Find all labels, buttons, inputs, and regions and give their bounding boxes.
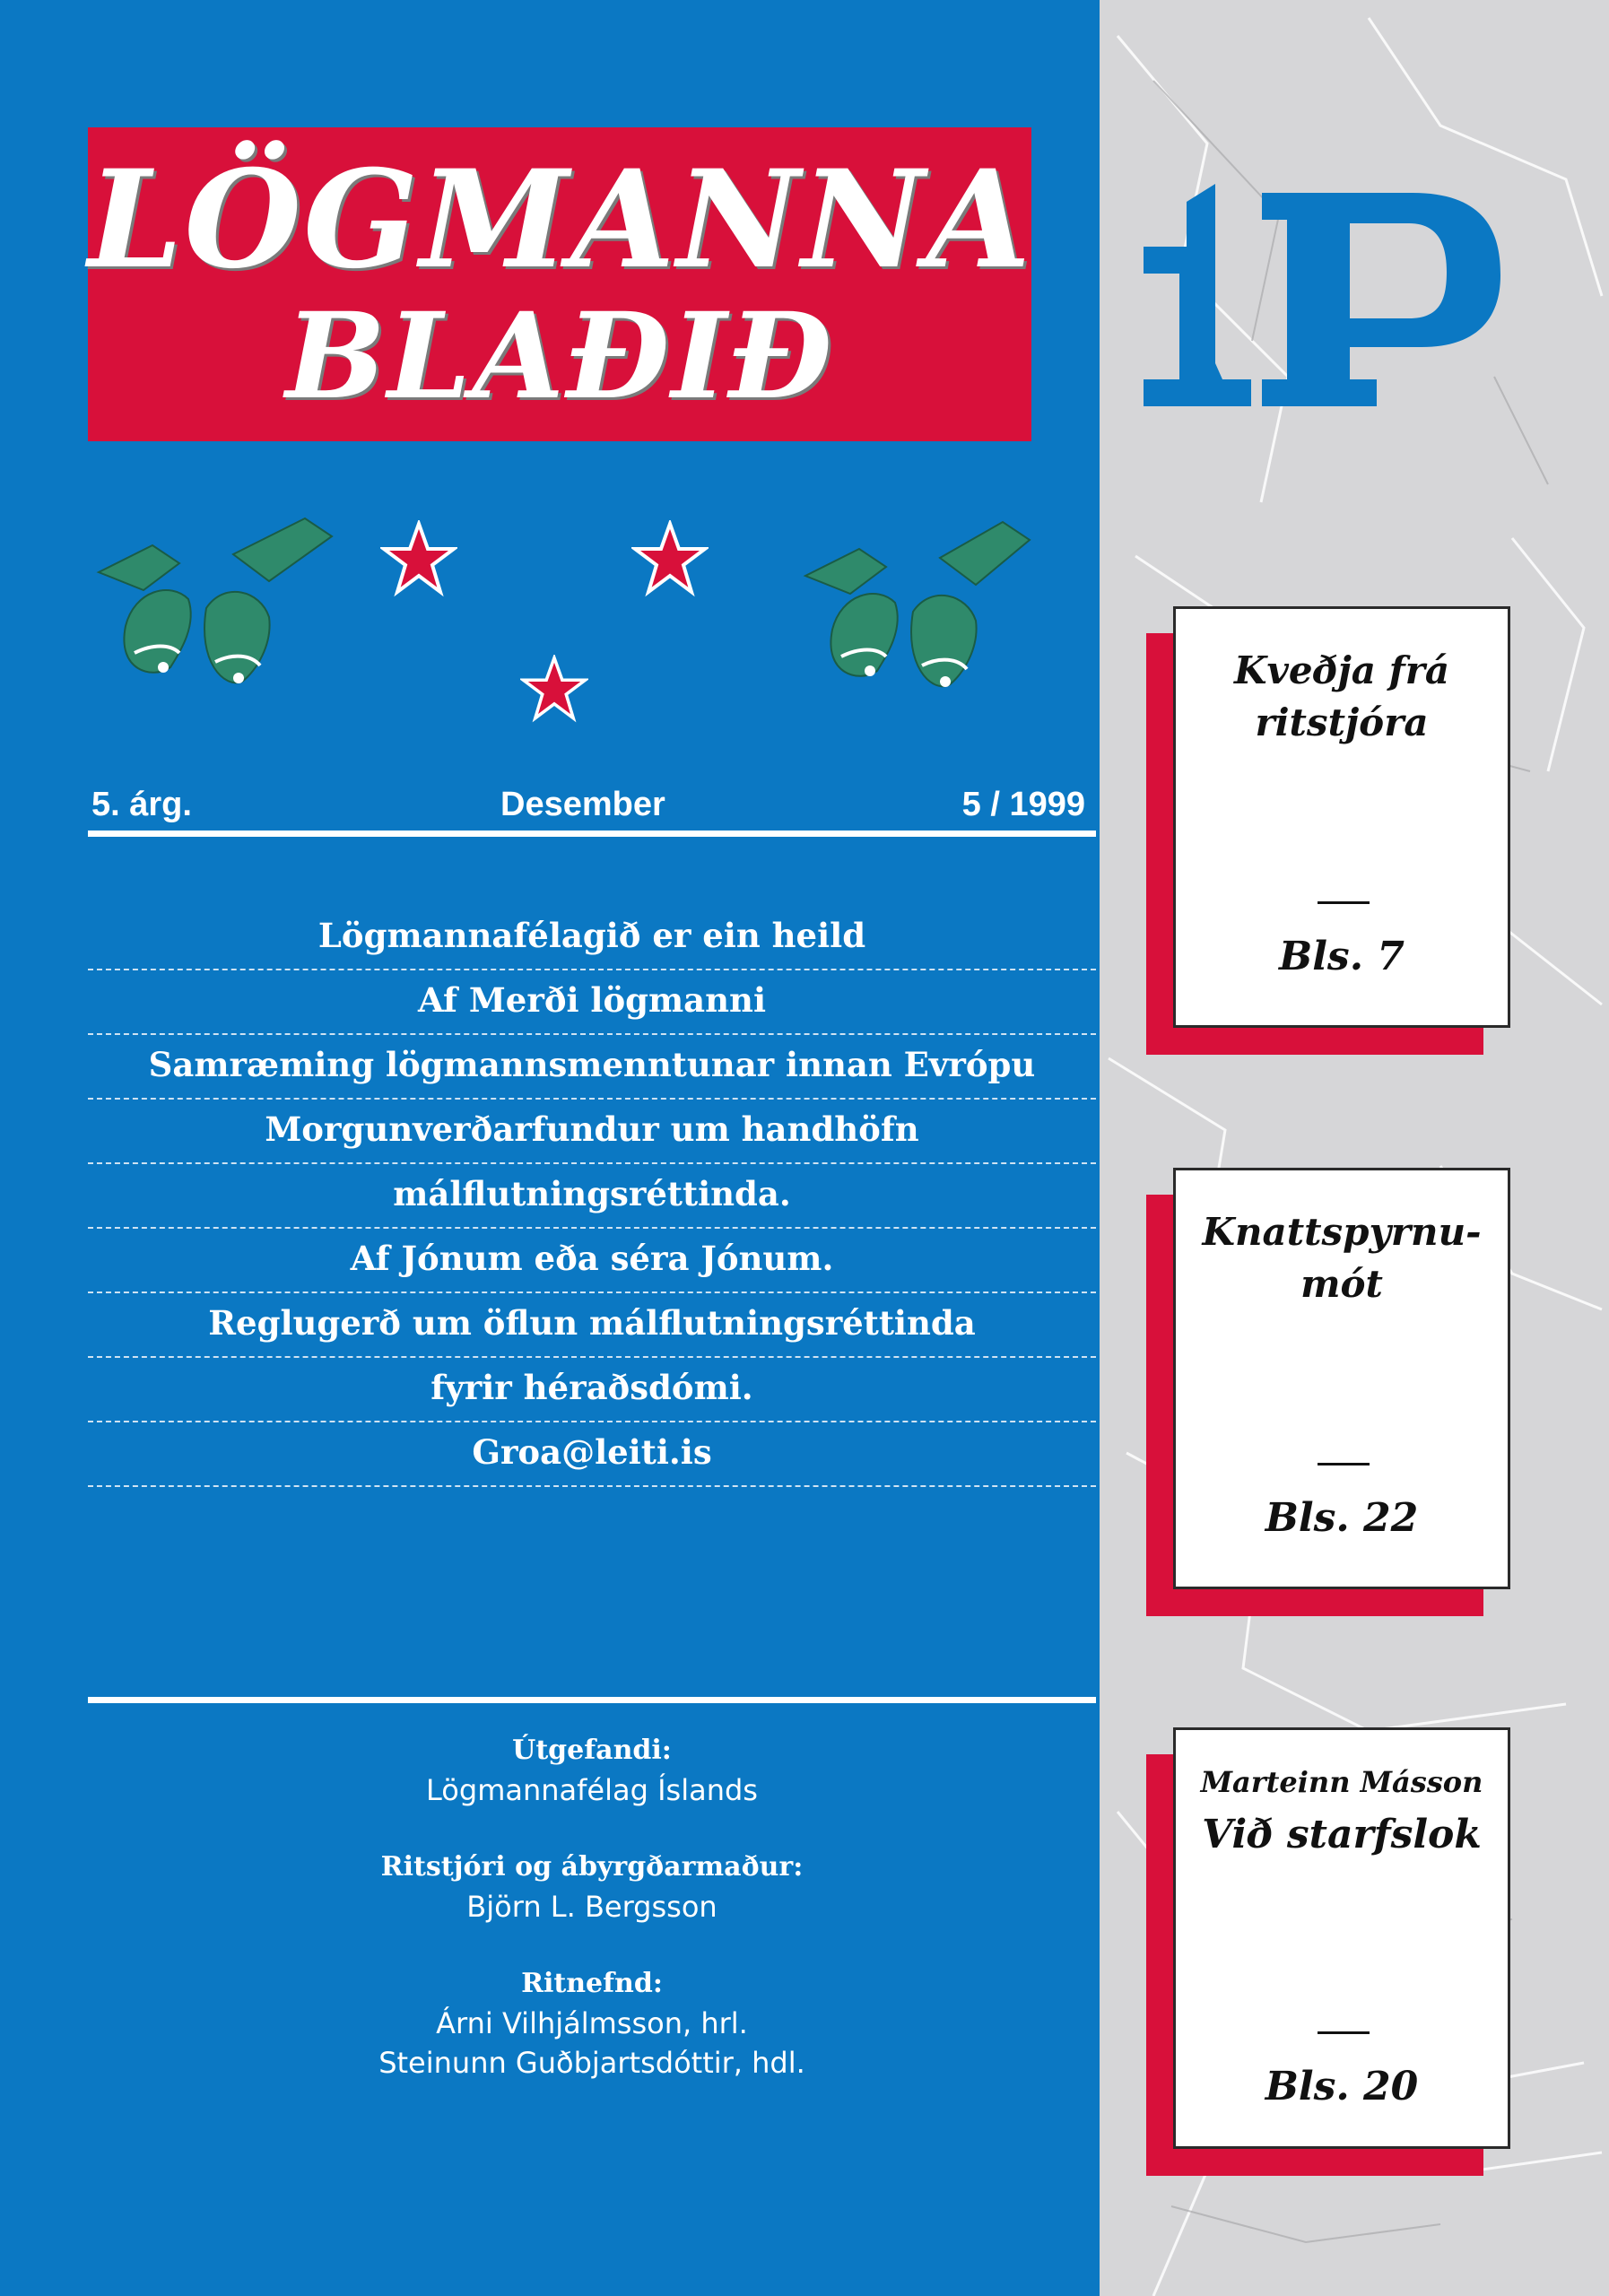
contents-list (88, 906, 1096, 1487)
card-face (1173, 1727, 1510, 2149)
card-author: Marteinn Másson (1200, 1765, 1483, 1799)
masthead-title-line-2: BLAÐIÐ (285, 287, 834, 426)
card-dash (1318, 2031, 1370, 2034)
issue-month: Desember (500, 786, 665, 823)
card-title-line: Knattspyrnu- (1202, 1210, 1482, 1254)
card-title-line: Kveðja frá (1233, 648, 1450, 692)
card-page: Bls. 20 (1265, 2064, 1419, 2109)
contents-item: Af Jónum eða séra Jónum. (88, 1229, 1096, 1293)
committee-member: Steinunn Guðbjartsdóttir, hdl. (378, 2046, 805, 2080)
committee-member: Árni Vilhjálmsson, hrl. (436, 2006, 748, 2040)
credits (88, 1731, 1096, 2120)
committee-label: Ritnefnd: (521, 1968, 663, 1999)
card-face (1173, 606, 1510, 1028)
card-dash (1318, 1463, 1370, 1465)
contents-item: fyrir héraðsdómi. (88, 1358, 1096, 1422)
editor-label: Ritstjóri og ábyrgðarmaður: (380, 1851, 804, 1883)
divider (88, 1697, 1096, 1703)
masthead-title-line-1: LÖGMANNA (88, 141, 1033, 299)
contents-item: Samræming lögmannsmenntunar innan Evrópu (88, 1035, 1096, 1100)
contents-item: Af Merði lögmanni (88, 970, 1096, 1035)
card-page: Bls. 7 (1279, 934, 1405, 979)
contents-item: Reglugerð um öflun málflutningsréttinda (88, 1293, 1096, 1358)
bells-icon (796, 495, 1039, 701)
contents-item: Lögmannafélagið er ein heild (88, 906, 1096, 970)
card-title: Við starfslok (1202, 1812, 1482, 1857)
publisher-block (88, 1731, 1096, 1810)
feature-card (1146, 606, 1483, 1028)
committee-block (88, 1964, 1096, 2083)
card-title (1176, 645, 1508, 749)
contents-item: Groa@leiti.is (88, 1422, 1096, 1487)
issue-number: 5 / 1999 (961, 786, 1085, 823)
editor-name: Björn L. Bergsson (466, 1890, 718, 1924)
publisher-label: Útgefandi: (512, 1735, 672, 1766)
star-icon (380, 520, 457, 597)
issue-info (88, 782, 1085, 827)
card-page: Bls. 22 (1265, 1495, 1419, 1541)
bells-icon (81, 491, 341, 698)
contents-item: málflutningsréttinda. (88, 1164, 1096, 1229)
feature-card (1146, 1727, 1483, 2149)
lb-logo-icon (1144, 184, 1517, 426)
card-face (1173, 1168, 1510, 1589)
card-title (1176, 1206, 1508, 1310)
star-icon (520, 655, 588, 723)
editor-block (88, 1848, 1096, 1926)
star-icon (631, 520, 709, 597)
feature-card (1146, 1168, 1483, 1589)
issue-volume: 5. árg. (91, 786, 192, 823)
card-title-line: ritstjóra (1255, 700, 1429, 744)
card-title-line: mót (1300, 1262, 1383, 1306)
contents-item: Morgunverðarfundur um handhöfn (88, 1100, 1096, 1164)
card-dash (1318, 901, 1370, 904)
publisher-name: Lögmannafélag Íslands (426, 1773, 758, 1807)
divider (88, 831, 1096, 837)
masthead (88, 127, 1031, 441)
